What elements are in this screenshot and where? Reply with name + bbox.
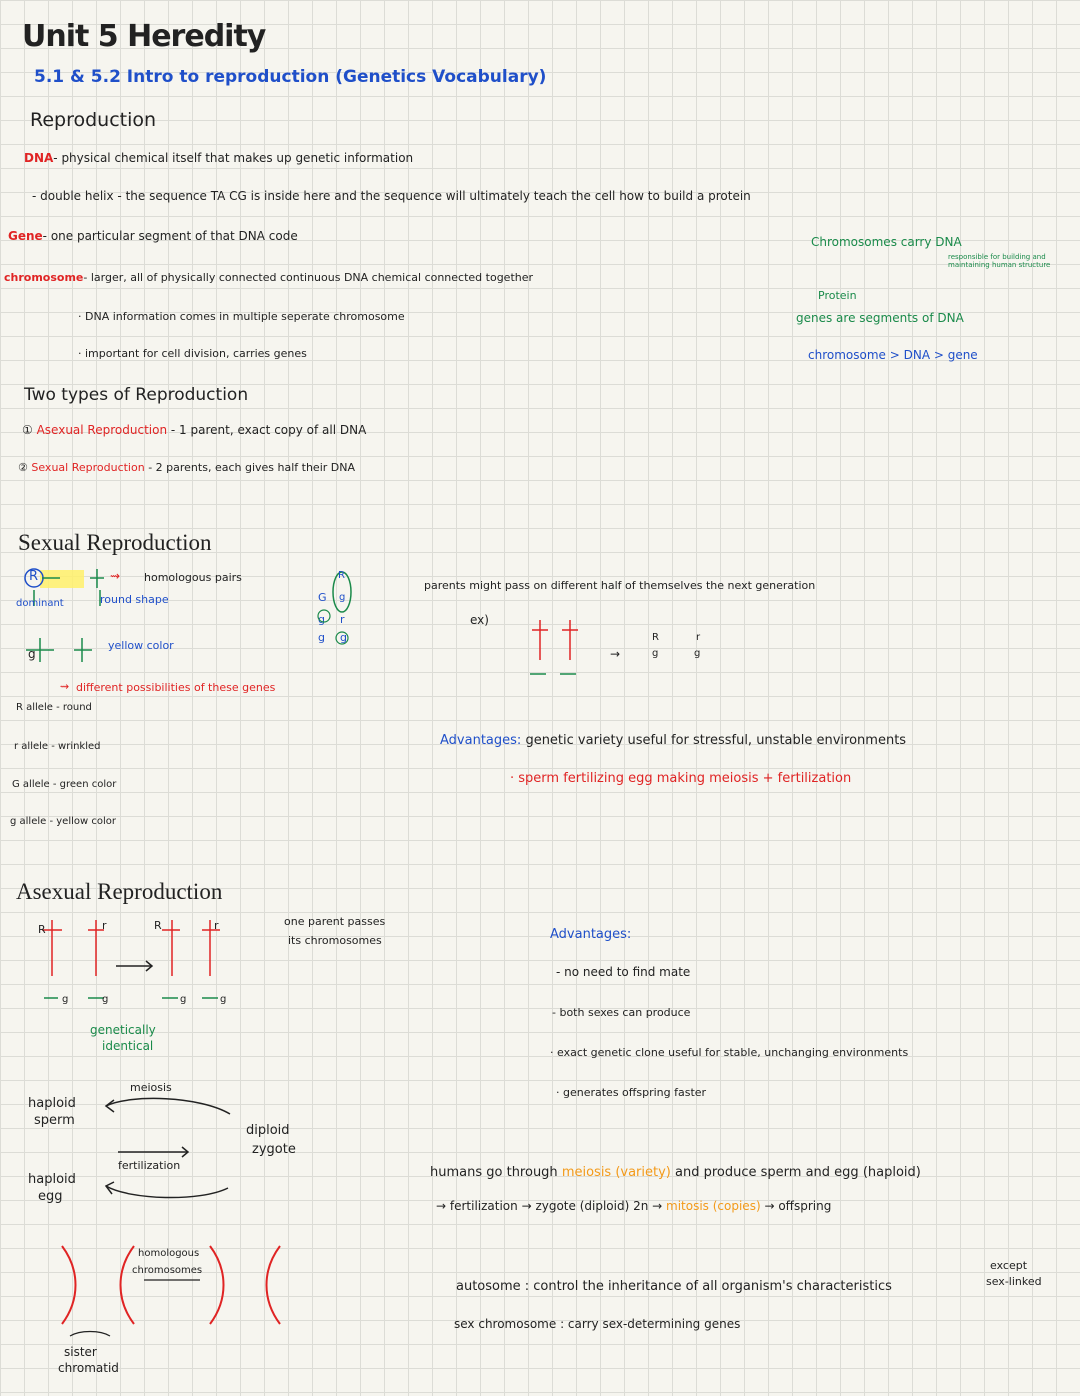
col2-r: r: [340, 613, 345, 626]
allele-g-left: g: [28, 647, 36, 661]
example-arrow: →: [610, 647, 621, 661]
one-parent-label: one parent passes: [284, 915, 386, 928]
haploid-sperm-label-2: sperm: [34, 1113, 75, 1128]
gene-definition: - one particular segment of that DNA code: [42, 229, 298, 243]
dna-term: DNA: [24, 151, 54, 165]
haploid-egg-label-2: egg: [38, 1189, 63, 1204]
hierarchy-note: chromosome > DNA > gene: [808, 348, 978, 362]
asexual-label: Asexual Reproduction: [36, 423, 168, 437]
dna-definition: - physical chemical itself that makes up genetic information: [53, 151, 414, 165]
asexual-r-2: r: [214, 919, 219, 932]
humans-text-a: humans go through: [430, 1165, 558, 1180]
round-shape-label: round shape: [100, 593, 169, 606]
fertilization-text-a: → fertilization → zygote (diploid) 2n →: [436, 1199, 663, 1213]
result-R: R: [652, 632, 659, 643]
chromatid-label: chromatid: [58, 1361, 119, 1375]
asexual-g-2: g: [102, 994, 109, 1005]
homologous-label-2: chromosomes: [132, 1265, 203, 1276]
diploid-label: diploid: [246, 1123, 290, 1138]
yellow-color-label: yellow color: [108, 639, 174, 652]
asexual-number: ①: [22, 423, 33, 437]
section-subtitle: 5.1 & 5.2 Intro to reproduction (Genetics Vocabulary): [34, 67, 547, 87]
sexual-type-line: [18, 462, 355, 475]
sexual-heading: Sexual Reproduction: [18, 530, 212, 555]
humans-meiosis: meiosis (variety): [561, 1165, 671, 1180]
example-chromosome-sketch: [528, 620, 598, 680]
homologous-pairs-label: homologous pairs: [144, 571, 242, 584]
dna-info-line: · DNA information comes in multiple seperate chromosome: [78, 310, 405, 323]
chromosome-term: chromosome: [4, 271, 84, 284]
page-title: Unit 5 Heredity: [22, 19, 266, 54]
sexual-label: Sexual Reproduction: [31, 461, 145, 474]
col2-g: g: [340, 631, 347, 644]
r-allele-def: r allele - wrinkled: [14, 741, 101, 752]
chromosome-definition: - larger, all of physically connected continuous DNA chemical connected together: [83, 271, 534, 284]
important-line: · important for cell division, carries genes: [78, 347, 307, 360]
arrow-homologous: ⇝: [110, 569, 121, 583]
parents-pass-line: parents might pass on different half of themselves the next generation: [424, 579, 816, 592]
allele-R: R: [29, 569, 39, 584]
R-allele-def: R allele - round: [16, 702, 92, 713]
reproduction-heading: Reproduction: [30, 109, 157, 131]
asexual-adv-4: · generates offspring faster: [556, 1086, 707, 1099]
fertilization-label: fertilization: [118, 1159, 181, 1172]
meiosis-label: meiosis: [130, 1081, 172, 1094]
circled-R: R: [338, 570, 345, 581]
sexual-advantages-line: [440, 734, 906, 749]
asexual-g-3: g: [180, 994, 187, 1005]
asexual-heading: Asexual Reproduction: [16, 879, 223, 904]
humans-line: [430, 1166, 921, 1181]
dna-line: [24, 152, 413, 166]
asexual-adv-1: - no need to find mate: [556, 965, 691, 979]
asexual-g-4: g: [220, 994, 227, 1005]
haploid-sperm-label-1: haploid: [28, 1096, 76, 1111]
homologous-label-1: homologous: [138, 1248, 200, 1259]
gene-line: [8, 230, 298, 244]
genes-segments-note: genes are segments of DNA: [796, 311, 964, 325]
arrow-possibilities: ⇝: [60, 680, 70, 693]
asexual-R-1: R: [38, 923, 46, 936]
circled-g: g: [339, 592, 346, 603]
sperm-line: · sperm fertilizing egg making meiosis + fertilization: [510, 771, 852, 786]
two-types-heading: Two types of Reproduction: [24, 385, 249, 405]
col1-g: g: [318, 613, 325, 626]
genetically-label: genetically: [90, 1023, 156, 1037]
result-r: r: [696, 632, 701, 643]
possibilities-label: different possibilities of these genes: [76, 681, 276, 694]
sexual-number: ②: [18, 461, 28, 474]
result-g2: g: [694, 648, 701, 659]
dominant-label: dominant: [16, 598, 64, 609]
protein-note: Protein: [818, 289, 857, 302]
col1-g2: g: [318, 631, 325, 644]
haploid-egg-label-1: haploid: [28, 1172, 76, 1187]
asexual-r-1: r: [102, 919, 107, 932]
asexual-adv-3: · exact genetic clone useful for stable, unchanging environments: [550, 1046, 909, 1059]
G-allele-def: G allele - green color: [12, 779, 117, 790]
identical-label: identical: [102, 1039, 154, 1053]
sexual-advantages-label: Advantages:: [440, 733, 522, 748]
sexual-description: - 2 parents, each gives half their DNA: [148, 461, 356, 474]
life-cycle-arrows: [100, 1090, 320, 1210]
sex-chromosome-line: sex chromosome : carry sex-determining genes: [454, 1317, 741, 1331]
autosome-line: autosome : control the inheritance of all organism's characteristics: [456, 1279, 892, 1294]
zygote-label: zygote: [252, 1142, 296, 1157]
except-label-2: sex-linked: [986, 1275, 1042, 1288]
its-chromosomes-label: its chromosomes: [288, 934, 382, 947]
asexual-description: - 1 parent, exact copy of all DNA: [170, 423, 367, 437]
fertilization-line: [436, 1200, 831, 1214]
sexual-advantages-desc: genetic variety useful for stressful, unstable environments: [525, 733, 907, 748]
asexual-advantages-label: Advantages:: [550, 927, 632, 942]
g-allele-def: g allele - yellow color: [10, 816, 116, 827]
example-label: ex): [470, 613, 489, 627]
dna-helix-line: - double helix - the sequence TA CG is inside here and the sequence will ultimately teach the cell how to build a protein: [32, 189, 751, 203]
chromosome-line: [4, 272, 533, 285]
col1-G: G: [318, 591, 327, 604]
fertilization-mitosis: mitosis (copies): [666, 1199, 761, 1213]
asexual-type-line: [22, 424, 366, 438]
except-label-1: except: [990, 1259, 1028, 1272]
asexual-R-2: R: [154, 919, 162, 932]
chromosomes-carry-note: Chromosomes carry DNA: [811, 235, 962, 249]
asexual-g-1: g: [62, 994, 69, 1005]
fertilization-text-b: → offspring: [764, 1199, 832, 1213]
humans-text-b: and produce sperm and egg (haploid): [675, 1165, 921, 1180]
responsible-note: responsible for building and maintaining human structure: [948, 253, 1051, 269]
sister-label: sister: [64, 1345, 97, 1359]
asexual-adv-2: - both sexes can produce: [552, 1006, 691, 1019]
gene-term: Gene: [8, 229, 43, 243]
result-g1: g: [652, 648, 659, 659]
